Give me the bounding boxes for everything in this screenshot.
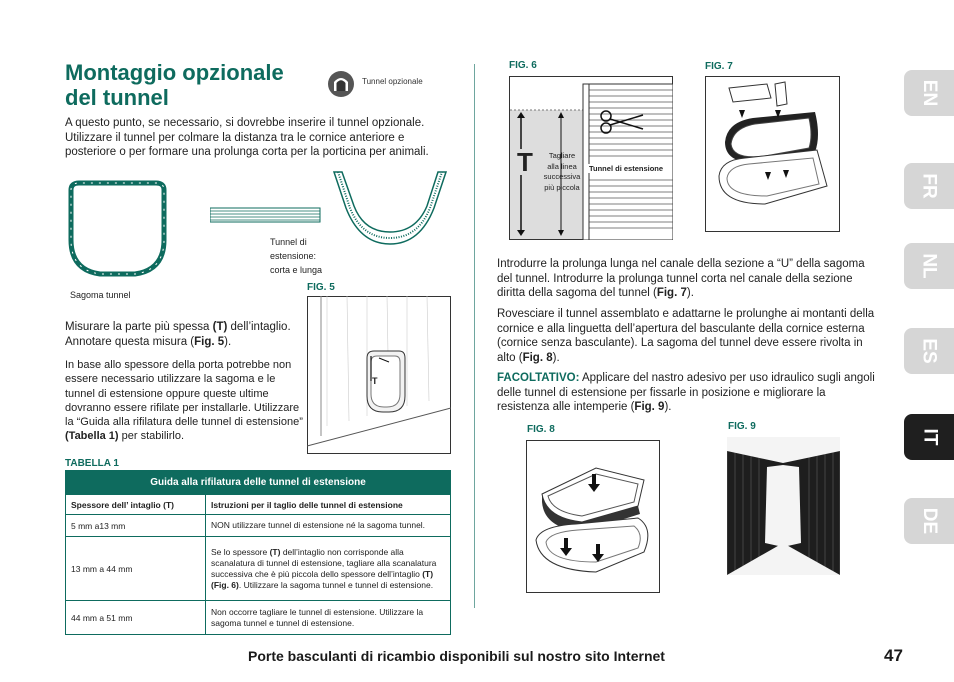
- flip-text: Rovesciare il tunnel assemblato e adattarne le prolunghe ai montanti della cornice e alla linguetta dell’apertura del basculante della cornice esterna (cornice senza basculante). La sagoma del tunnel deve essere rivolta in alto (: [497, 308, 875, 364]
- instr-post: . Utilizzare la sagoma tunnel e tunnel di estensione.: [238, 579, 434, 590]
- insert-text: Introdurre la prolunga lunga nel canale della sezione a “U” della sagoma del tunnel. Introdurre la prolunga tunnel corta nel canale della sezione diritta della sagoma del tunnel (: [497, 258, 865, 299]
- optional-fig-ref: Fig. 9: [634, 401, 665, 413]
- page-title: Montaggio opzionale del tunnel: [65, 60, 284, 110]
- tab-es[interactable]: [904, 328, 954, 374]
- fig6-cut-line-4: più piccola: [544, 182, 580, 192]
- tab-it[interactable]: [904, 414, 954, 460]
- measure-t: (T): [212, 321, 228, 333]
- table-row: [66, 515, 451, 537]
- table-cell-thickness: 44 mm a 51 mm: [66, 601, 206, 635]
- instr-t: (T): [269, 546, 281, 557]
- table-header-instructions: Istruzioni per il taglio delle tunnel di estensione: [206, 495, 451, 515]
- table-cell-instruction: Non occorre tagliare le tunnel di estensione. Utilizzare la sagoma tunnel e tunnel di estensione.: [206, 601, 451, 635]
- fig7-label: FIG. 7: [705, 61, 733, 72]
- tab-fr-label: FR: [918, 173, 940, 199]
- table-cell-thickness: 13 mm a 44 mm: [66, 537, 206, 601]
- tunnel-template-label: Sagoma tunnel: [70, 290, 131, 300]
- insert-text-post: ).: [686, 287, 694, 299]
- fig5-drawing: [307, 296, 451, 454]
- tab-en[interactable]: [904, 70, 954, 116]
- fig8-drawing: [526, 440, 660, 593]
- thickness-paragraph: [65, 358, 303, 444]
- table-row: [66, 537, 451, 601]
- fig6-label: FIG. 6: [509, 60, 537, 71]
- tab-en-label: EN: [919, 79, 940, 107]
- thickness-table-ref: (Tabella 1): [65, 430, 119, 443]
- measure-paragraph: [65, 320, 305, 349]
- intro-paragraph: A questo punto, se necessario, si dovrebbe inserire il tunnel opzionale. Utilizzare il tunnel per colmare la distanza tra le cornice anteriore e posteriore o per formare una prolunga corta per la porticina per animali.: [65, 117, 429, 158]
- page-number: 47: [884, 646, 903, 665]
- optional-text-post: ).: [664, 401, 672, 413]
- tunnel-icon-label: Tunnel opzionale: [362, 77, 423, 86]
- flip-text-post: ).: [552, 351, 560, 364]
- insert-paragraph: [497, 257, 877, 301]
- tab-es-label: ES: [918, 338, 940, 364]
- measure-fig-ref: Fig. 5: [194, 335, 225, 348]
- tab-it-label: IT: [918, 428, 940, 446]
- optional-label: FACOLTATIVO:: [497, 372, 580, 384]
- insert-fig-ref: Fig. 7: [656, 287, 687, 299]
- fig7-drawing: [705, 76, 840, 232]
- tab-de-label: DE: [919, 507, 940, 535]
- fig6-cut-text: [540, 151, 584, 193]
- tab-nl[interactable]: [904, 243, 954, 289]
- fig6-t-marker: T: [517, 147, 533, 177]
- footer-text: Porte basculanti di ricambio disponibili sul nostro sito Internet: [248, 648, 665, 664]
- fig5-t-marker: T: [372, 376, 378, 386]
- short-extension-drawing: [210, 206, 322, 226]
- table-header-thickness: Spessore dell’ intaglio (T): [66, 495, 206, 515]
- table-row: [66, 601, 451, 635]
- tunnel-template-drawing: [65, 180, 170, 280]
- tab-fr[interactable]: [904, 163, 954, 209]
- fig9-drawing: [727, 437, 840, 575]
- tunnel-icon: [327, 70, 355, 98]
- thickness-text-pre: In base allo spessore della porta potrebbe non essere necessario utilizzare la sagoma e le tunnel di estensione oppure queste ultime dovranno essere rifilate per installarle. Utilizzare la “Guida alla rifilatura delle tunnel di estensione”: [65, 359, 303, 429]
- tab-nl-label: NL: [918, 253, 940, 279]
- instr-pre: Se lo spessore: [211, 546, 270, 557]
- fig6-extension-label: Tunnel di estensione: [589, 164, 664, 173]
- column-divider: [474, 64, 475, 608]
- fig6-cut-line-2: alla linea: [547, 161, 577, 171]
- table-label: TABELLA 1: [65, 458, 119, 469]
- fig6-cut-line-1: Tagliare: [548, 151, 576, 160]
- table-cell-instruction: NON utilizzare tunnel di estensione né la sagoma tunnel.: [206, 515, 451, 537]
- flip-fig-ref: Fig. 8: [522, 351, 553, 364]
- measure-text-pre: Misurare la parte più spessa: [65, 321, 213, 333]
- extension-label-1: Tunnel di: [270, 237, 307, 247]
- optional-text: Applicare del nastro adesivo per uso idraulico sugli angoli delle tunnel di estensione per fissarle in posizione e migliorare la resistenza alle intemperie (: [497, 372, 875, 413]
- fig5-label: FIG. 5: [307, 282, 335, 293]
- long-extension-drawing: [330, 168, 450, 258]
- fig9-label: FIG. 9: [728, 421, 756, 432]
- measure-text-post: ).: [224, 335, 232, 348]
- measure-text-mid: dell’intaglio. Annotare questa misura (: [65, 321, 291, 348]
- fig6-cut-line-3: successiva: [543, 172, 581, 181]
- thickness-text-post: per stabilirlo.: [118, 430, 185, 443]
- extension-label-2: estensione:: [270, 251, 317, 261]
- instr-ref: (T) (Fig. 6): [211, 568, 434, 590]
- fig6-drawing: [509, 76, 673, 240]
- extension-label-3: corta e lunga: [270, 265, 323, 275]
- table-title: Guida alla rifilatura delle tunnel di estensione: [66, 471, 451, 495]
- flip-paragraph: [497, 307, 877, 365]
- table-cell-thickness: 5 mm a13 mm: [66, 515, 206, 537]
- trim-guide-table: [65, 470, 451, 635]
- instr-mid: dell’intaglio non corrisponde alla scanalatura di tunnel di estensione, tagliare alla scanalatura successiva che è più piccola dello spessore dell’intaglio: [211, 546, 437, 579]
- optional-paragraph: [497, 371, 877, 415]
- table-cell-instruction: [206, 537, 451, 601]
- tab-de[interactable]: [904, 498, 954, 544]
- fig8-label: FIG. 8: [527, 424, 555, 435]
